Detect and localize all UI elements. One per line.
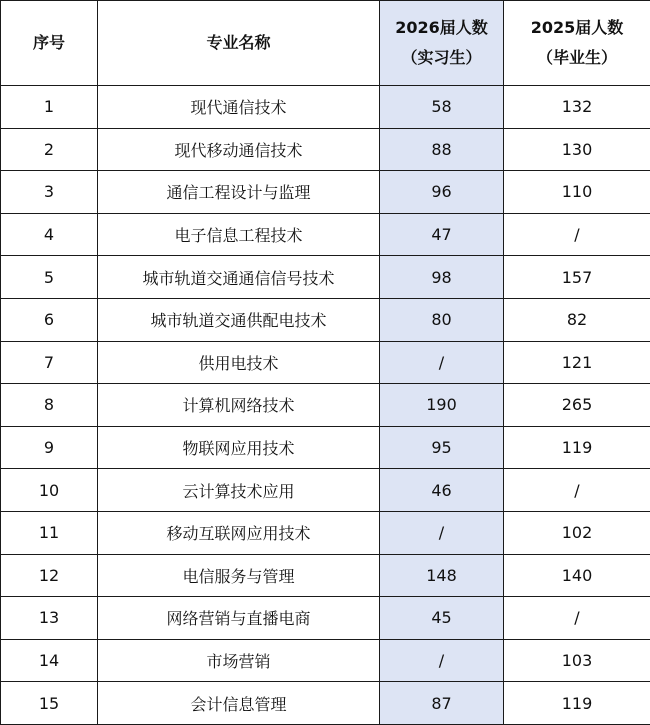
cell-2025: 103 (504, 639, 650, 682)
table-row (1, 384, 650, 427)
table-row (1, 256, 650, 299)
table-row (1, 554, 650, 597)
table-row (1, 86, 650, 129)
cell-2026: 95 (380, 426, 504, 469)
cell-index: 2 (1, 128, 98, 171)
cell-2025: / (504, 597, 650, 640)
cell-2025: 140 (504, 554, 650, 597)
cell-major: 云计算技术应用 (98, 469, 380, 512)
table-row (1, 213, 650, 256)
header-2025-line2: （毕业生） (536, 48, 617, 67)
table-row (1, 597, 650, 640)
cell-2026: 46 (380, 469, 504, 512)
cell-major: 城市轨道交通通信信号技术 (98, 256, 380, 299)
table-row (1, 682, 650, 725)
cell-major: 市场营销 (98, 639, 380, 682)
cell-2025: 265 (504, 384, 650, 427)
cell-index: 6 (1, 298, 98, 341)
cell-index: 3 (1, 171, 98, 214)
cell-2026: 96 (380, 171, 504, 214)
cell-major: 移动互联网应用技术 (98, 511, 380, 554)
header-major: 专业名称 (98, 1, 380, 86)
cell-2026: 148 (380, 554, 504, 597)
cell-2025: 130 (504, 128, 650, 171)
cell-2026: 87 (380, 682, 504, 725)
cell-major: 计算机网络技术 (98, 384, 380, 427)
table-row (1, 469, 650, 512)
header-row (1, 1, 650, 86)
header-2026-line1: 2026届人数 (395, 18, 488, 37)
cell-2026: / (380, 341, 504, 384)
table-row (1, 298, 650, 341)
cell-major: 城市轨道交通供配电技术 (98, 298, 380, 341)
cell-major: 现代移动通信技术 (98, 128, 380, 171)
cell-2026: 80 (380, 298, 504, 341)
cell-index: 11 (1, 511, 98, 554)
table-row (1, 426, 650, 469)
header-index: 序号 (1, 1, 98, 86)
cell-major: 现代通信技术 (98, 86, 380, 129)
cell-2025: 119 (504, 682, 650, 725)
table-row (1, 639, 650, 682)
table-row (1, 171, 650, 214)
cell-2025: 157 (504, 256, 650, 299)
cell-2025: 119 (504, 426, 650, 469)
table-row (1, 341, 650, 384)
cell-2026: 47 (380, 213, 504, 256)
cell-index: 5 (1, 256, 98, 299)
cell-2026: 58 (380, 86, 504, 129)
cell-major: 通信工程设计与监理 (98, 171, 380, 214)
table-row (1, 511, 650, 554)
cell-2025: 82 (504, 298, 650, 341)
cell-major: 会计信息管理 (98, 682, 380, 725)
cell-2026: 45 (380, 597, 504, 640)
header-2025 (504, 1, 650, 86)
cell-index: 7 (1, 341, 98, 384)
cell-2025: / (504, 213, 650, 256)
cell-2026: 98 (380, 256, 504, 299)
header-2025-line1: 2025届人数 (530, 18, 624, 37)
cell-index: 8 (1, 384, 98, 427)
cell-2025: 102 (504, 511, 650, 554)
cell-index: 1 (1, 86, 98, 129)
cell-major: 电信服务与管理 (98, 554, 380, 597)
table-row (1, 128, 650, 171)
cell-major: 供用电技术 (98, 341, 380, 384)
cell-major: 电子信息工程技术 (98, 213, 380, 256)
cell-index: 9 (1, 426, 98, 469)
cell-index: 13 (1, 597, 98, 640)
cell-index: 15 (1, 682, 98, 725)
cell-2026: / (380, 511, 504, 554)
header-2026 (380, 1, 504, 86)
cell-index: 14 (1, 639, 98, 682)
cell-index: 12 (1, 554, 98, 597)
cell-2026: 190 (380, 384, 504, 427)
cell-major: 物联网应用技术 (98, 426, 380, 469)
cell-2025: 110 (504, 171, 650, 214)
cell-index: 4 (1, 213, 98, 256)
cell-2026: / (380, 639, 504, 682)
cell-2025: 132 (504, 86, 650, 129)
cell-2025: 121 (504, 341, 650, 384)
cell-2026: 88 (380, 128, 504, 171)
header-2026-line2: （实习生） (401, 48, 482, 67)
cell-major: 网络营销与直播电商 (98, 597, 380, 640)
cell-2025: / (504, 469, 650, 512)
cell-index: 10 (1, 469, 98, 512)
